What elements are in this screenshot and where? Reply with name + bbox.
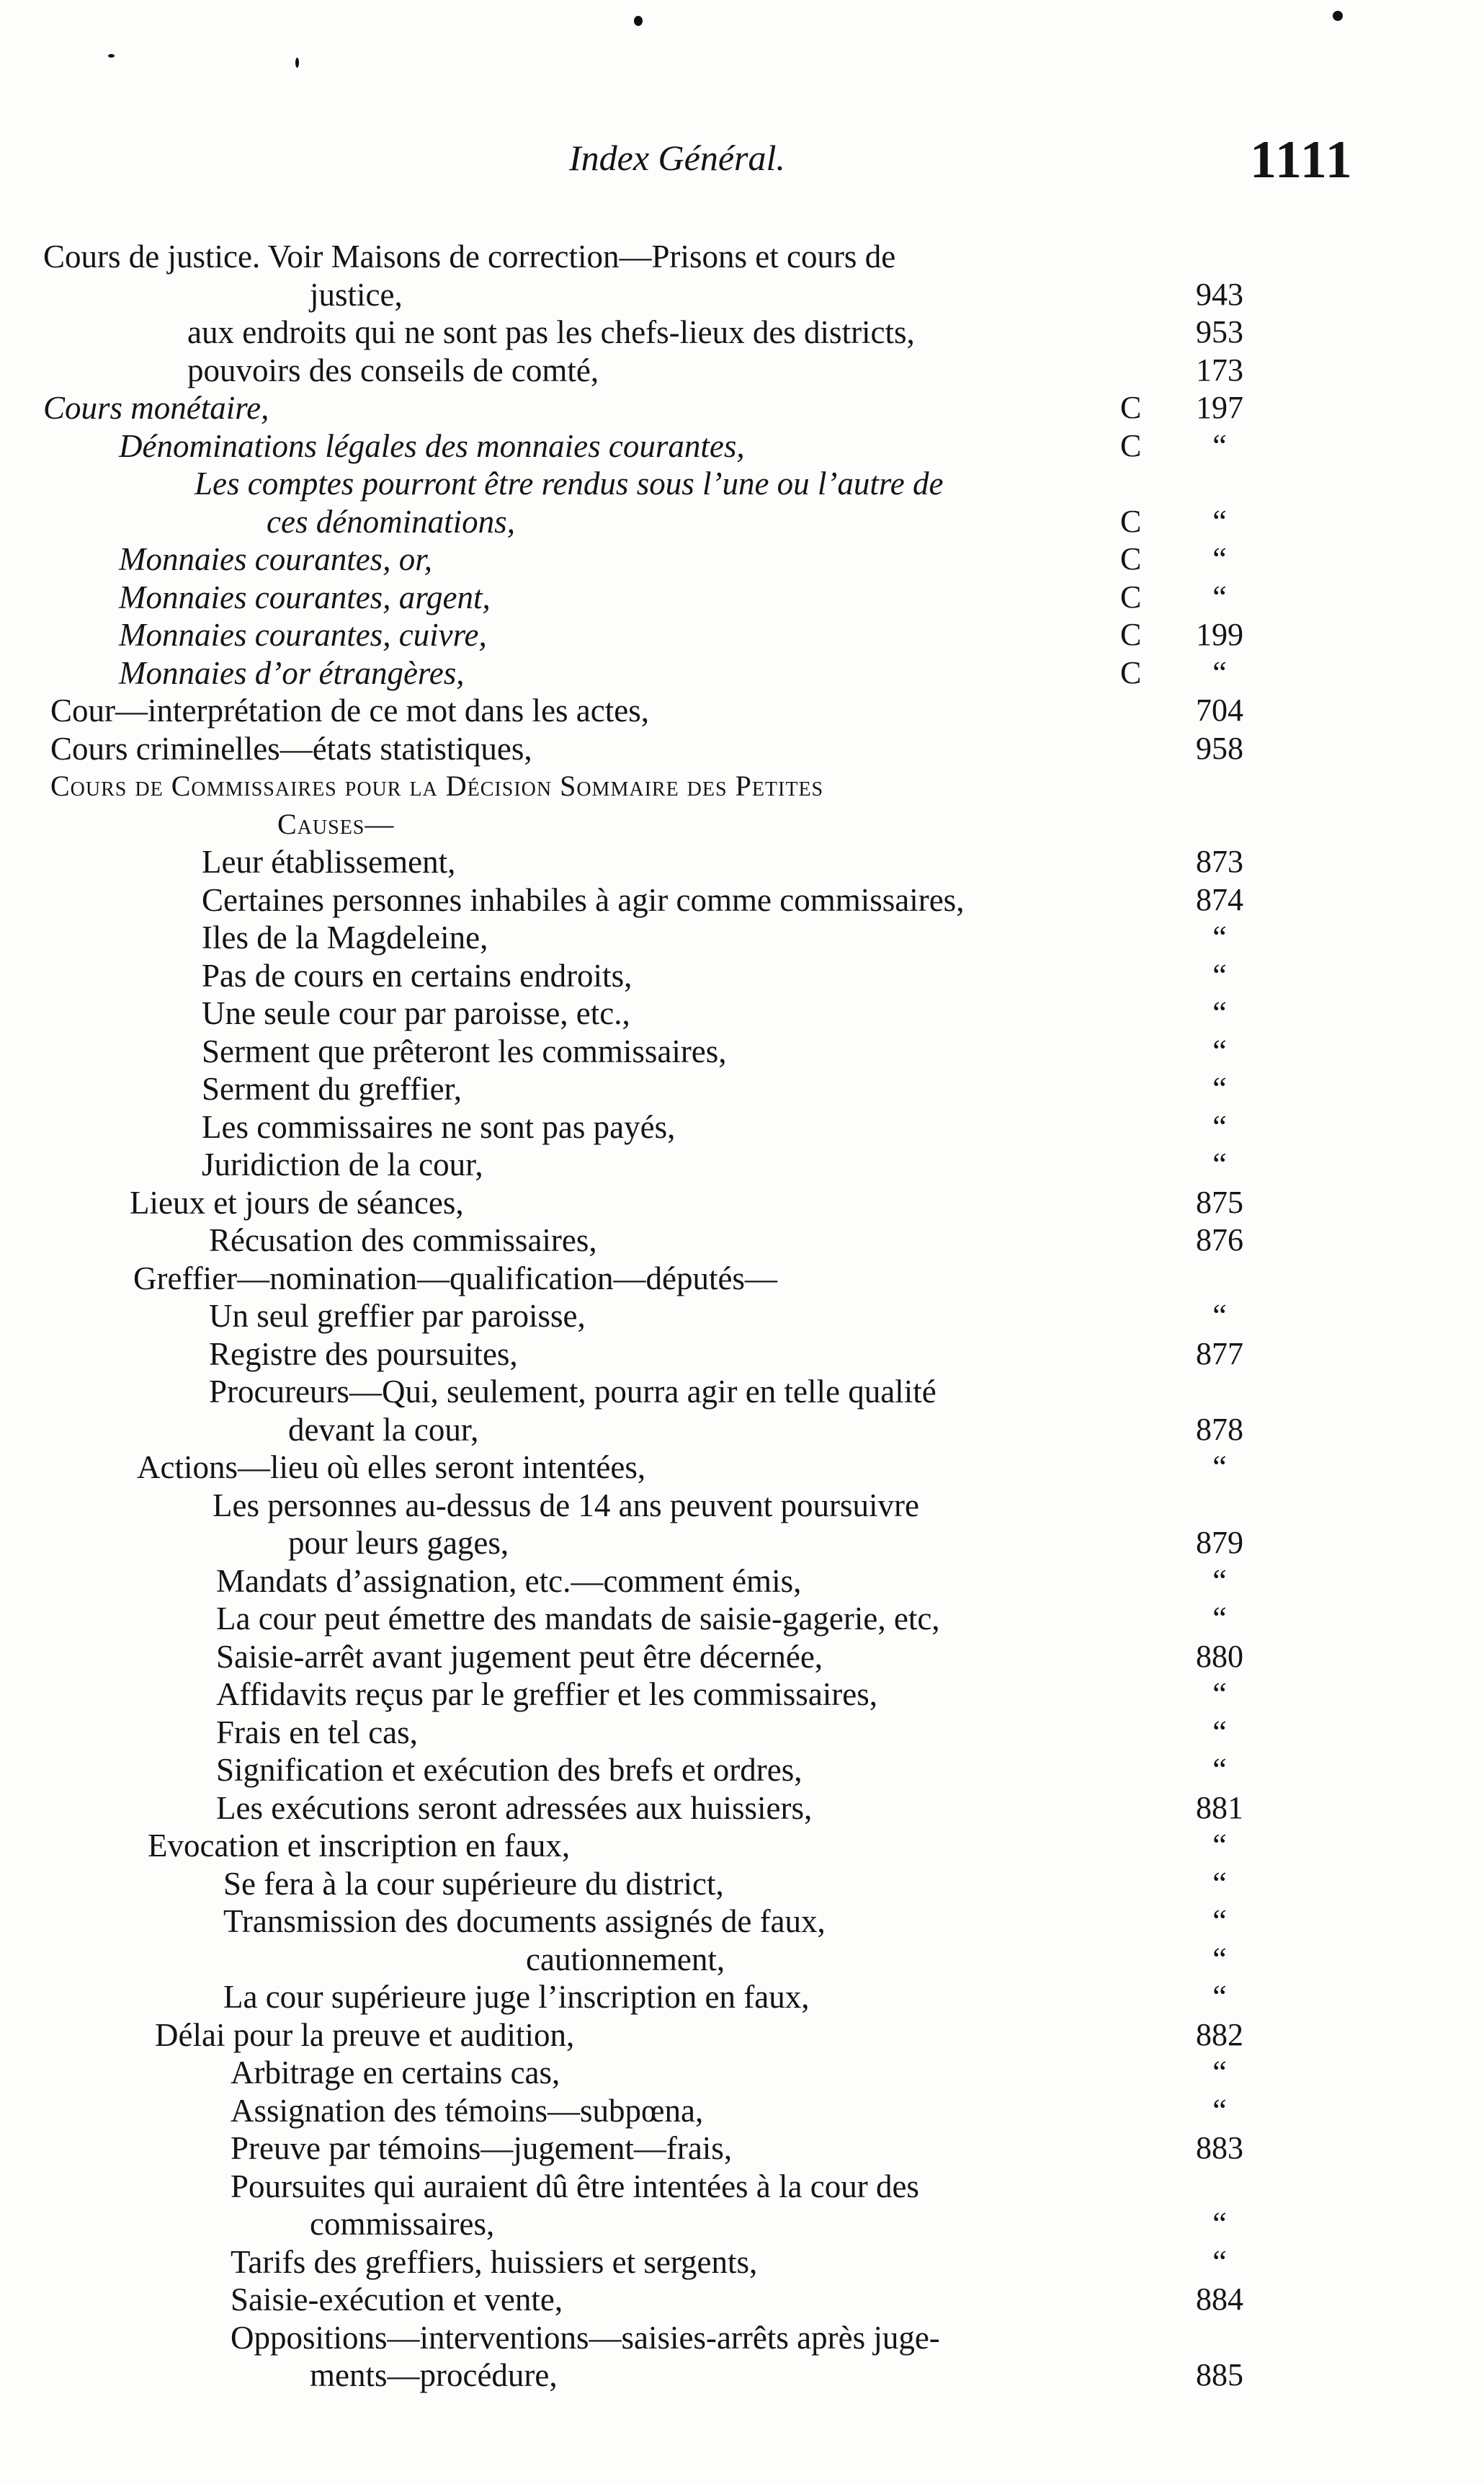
entry-text: Une seule cour par paroisse, etc.,: [202, 995, 630, 1031]
entry-text: Monnaies courantes, argent,: [119, 579, 491, 615]
entry-text: Pas de cours en certains endroits,: [202, 957, 633, 994]
entry-text: Les commissaires ne sont pas payés,: [202, 1108, 676, 1145]
index-entry: [0, 1033, 1484, 1071]
index-entry: [0, 1221, 1484, 1260]
index-entry: [0, 843, 1484, 881]
index-entry: [0, 654, 1484, 693]
index-entry: [0, 1524, 1484, 1562]
page-reference: 873: [1196, 844, 1243, 879]
index-entry: [0, 1108, 1484, 1147]
entry-text: Certaines personnes inhabiles à agir comme commissaires,: [202, 881, 965, 918]
page-reference: “: [1212, 1903, 1227, 1938]
entry-text: ments—procédure,: [310, 2357, 558, 2393]
page-reference: “: [1212, 1147, 1227, 1182]
page-reference: “: [1212, 1752, 1227, 1787]
entry-text: Greffier—nomination—qualification—députés—: [133, 1260, 777, 1296]
page-reference: “: [1212, 1676, 1227, 1711]
index-entry: [0, 1638, 1484, 1676]
page-reference: “: [1212, 2206, 1227, 2241]
index-entry: [0, 1448, 1484, 1487]
page-reference: 878: [1196, 1411, 1243, 1447]
page-reference: 876: [1196, 1222, 1243, 1257]
page-reference: 197: [1196, 390, 1243, 425]
index-entry: [0, 2168, 1484, 2206]
index-entry: [0, 1297, 1484, 1335]
index-entry: [0, 238, 1484, 276]
entry-text: Les exécutions seront adressées aux huissiers,: [216, 1789, 813, 1826]
page-reference: 199: [1196, 617, 1243, 652]
index-entry: [0, 2054, 1484, 2092]
entry-text: Evocation et inscription en faux,: [148, 1828, 571, 1864]
index-entry: [0, 1411, 1484, 1449]
page-reference: “: [1212, 920, 1227, 955]
index-entry: [0, 994, 1484, 1033]
page-reference: 953: [1196, 314, 1243, 350]
index-entry: [0, 1184, 1484, 1222]
column-marker: C: [1120, 427, 1142, 463]
page-reference: “: [1212, 2092, 1227, 2128]
index-entries: [0, 238, 1484, 2395]
index-entry: [0, 1600, 1484, 1638]
page-reference: 704: [1196, 693, 1243, 728]
entry-text: Délai pour la preuve et audition,: [155, 2016, 575, 2053]
page-reference: “: [1212, 579, 1227, 615]
index-entry: [0, 919, 1484, 957]
index-entry: [0, 1865, 1484, 1903]
entry-text: aux endroits qui ne sont pas les chefs-lieux des districts,: [187, 314, 915, 350]
entry-text: Cours monétaire,: [43, 390, 269, 426]
index-entry: [0, 1373, 1484, 1411]
page-reference: “: [1212, 1449, 1227, 1484]
page-reference: 880: [1196, 1638, 1243, 1674]
entry-text: cautionnement,: [526, 1941, 725, 1977]
index-entry: [0, 2319, 1484, 2357]
page-reference: “: [1212, 654, 1227, 690]
index-entry: [0, 1789, 1484, 1828]
index-entry: [0, 2092, 1484, 2130]
index-entry: [0, 1675, 1484, 1714]
entry-text: Récusation des commissaires,: [209, 1222, 597, 1258]
page-reference: “: [1212, 1979, 1227, 2014]
page-reference: “: [1212, 995, 1227, 1030]
entry-text: Lieux et jours de séances,: [130, 1184, 464, 1221]
index-entry: [0, 1070, 1484, 1108]
entry-text: Saisie-exécution et vente,: [231, 2282, 563, 2318]
index-entry: [0, 1562, 1484, 1601]
index-entry: [0, 767, 1484, 806]
column-marker: C: [1120, 617, 1142, 652]
entry-text: Serment du greffier,: [202, 1071, 462, 1107]
index-entry: [0, 313, 1484, 352]
entry-text: Preuve par témoins—jugement—frais,: [231, 2130, 733, 2166]
running-header-title: Index Général.: [569, 138, 785, 178]
entry-text: Assignation des témoins—subpœna,: [231, 2092, 704, 2129]
page-reference: 958: [1196, 730, 1243, 766]
index-entry: [0, 2016, 1484, 2055]
index-entry: [0, 881, 1484, 920]
index-entry: [0, 1827, 1484, 1865]
print-speck: [1333, 11, 1343, 21]
page-reference: “: [1212, 541, 1227, 577]
entry-text: Saisie-arrêt avant jugement peut être décernée,: [216, 1638, 823, 1675]
entry-text: Mandats d’assignation, etc.—comment émis,: [216, 1562, 802, 1599]
page-reference: “: [1212, 1714, 1227, 1750]
entry-text: ces dénominations,: [267, 503, 515, 540]
index-entry: [0, 427, 1484, 466]
entry-text: La cour supérieure juge l’inscription en faux,: [223, 1979, 810, 2015]
index-entry: [0, 389, 1484, 427]
entry-text: Monnaies courantes, or,: [119, 541, 432, 577]
column-marker: C: [1120, 654, 1142, 690]
entry-text: justice,: [310, 276, 403, 313]
index-entry: [0, 1487, 1484, 1525]
page-reference: 874: [1196, 881, 1243, 917]
page-reference: 875: [1196, 1184, 1243, 1220]
index-entry: [0, 1941, 1484, 1979]
index-entry: [0, 1146, 1484, 1184]
page-reference: “: [1212, 1601, 1227, 1636]
entry-text: pour leurs gages,: [288, 1525, 509, 1561]
index-entry: [0, 276, 1484, 314]
index-entry: [0, 2243, 1484, 2282]
page-reference: “: [1212, 2243, 1227, 2279]
entry-text: Oppositions—interventions—saisies-arrêts après juge-: [231, 2319, 940, 2356]
entry-text: Leur établissement,: [202, 844, 456, 880]
entry-text: Poursuites qui auraient dû être intentées à la cour des: [231, 2168, 919, 2204]
page-reference: “: [1212, 1865, 1227, 1901]
entry-text: Arbitrage en certains cas,: [231, 2055, 560, 2091]
index-entry: [0, 730, 1484, 768]
page-reference: “: [1212, 2055, 1227, 2090]
entry-text: pouvoirs des conseils de comté,: [187, 352, 599, 388]
column-marker: C: [1120, 503, 1142, 539]
page-reference: “: [1212, 427, 1227, 463]
page-reference: “: [1212, 1828, 1227, 1863]
print-speck: [634, 16, 643, 26]
page-reference: “: [1212, 1298, 1227, 1333]
column-marker: C: [1120, 579, 1142, 615]
entry-text: Causes—: [277, 807, 395, 840]
page-reference: “: [1212, 1033, 1227, 1069]
page-reference: 877: [1196, 1335, 1243, 1371]
column-marker: C: [1120, 390, 1142, 425]
index-entry: [0, 540, 1484, 579]
entry-text: Iles de la Magdeleine,: [202, 920, 488, 956]
entry-text: commissaires,: [310, 2206, 495, 2242]
index-entry: [0, 616, 1484, 654]
entry-text: Tarifs des greffiers, huissiers et sergents,: [231, 2243, 758, 2280]
index-entry: [0, 806, 1484, 844]
entry-text: Les personnes au-dessus de 14 ans peuvent poursuivre: [213, 1487, 920, 1523]
page-reference: 173: [1196, 352, 1243, 388]
entry-text: Frais en tel cas,: [216, 1714, 418, 1750]
entry-text: Cours de justice. Voir Maisons de correction—Prisons et cours de: [43, 239, 896, 275]
entry-text: Procureurs—Qui, seulement, pourra agir en telle qualité: [209, 1374, 937, 1410]
page-reference: “: [1212, 1941, 1227, 1977]
page-reference: 885: [1196, 2357, 1243, 2392]
index-entry: [0, 1902, 1484, 1941]
index-entry: [0, 957, 1484, 995]
entry-text: devant la cour,: [288, 1411, 479, 1448]
entry-text: Monnaies courantes, cuivre,: [119, 617, 487, 653]
entry-text: Un seul greffier par paroisse,: [209, 1298, 586, 1334]
page-reference: “: [1212, 1071, 1227, 1106]
index-entry: [0, 465, 1484, 503]
index-entry: [0, 503, 1484, 541]
page-reference: 879: [1196, 1525, 1243, 1560]
page-reference: “: [1212, 957, 1227, 993]
entry-text: Serment que prêteront les commissaires,: [202, 1033, 727, 1069]
page-reference: 884: [1196, 2282, 1243, 2317]
print-speck: [108, 54, 115, 58]
entry-text: Dénominations légales des monnaies courantes,: [119, 427, 745, 464]
index-entry: [0, 2129, 1484, 2168]
index-entry: [0, 2356, 1484, 2395]
page-reference: 881: [1196, 1789, 1243, 1825]
index-entry: [0, 2205, 1484, 2243]
entry-text: Cours criminelles—états statistiques,: [50, 730, 532, 767]
index-entry: [0, 1260, 1484, 1298]
index-entry: [0, 579, 1484, 617]
entry-text: Monnaies d’or étrangères,: [119, 654, 465, 691]
entry-text: Se fera à la cour supérieure du district,: [223, 1865, 724, 1902]
entry-text: Transmission des documents assignés de faux,: [223, 1903, 826, 1939]
entry-text: Registre des poursuites,: [209, 1335, 518, 1372]
entry-text: La cour peut émettre des mandats de saisie-gagerie, etc,: [216, 1601, 940, 1637]
entry-text: Affidavits reçus par le greffier et les commissaires,: [216, 1676, 878, 1712]
index-entry: [0, 1978, 1484, 2016]
entry-text: Cours de Commissaires pour la Décision Sommaire des Petites: [50, 770, 824, 802]
index-entry: [0, 1714, 1484, 1752]
page-reference: “: [1212, 1562, 1227, 1598]
page-reference: 943: [1196, 276, 1243, 312]
page-reference: 883: [1196, 2130, 1243, 2165]
page-number: 1111: [1250, 130, 1354, 190]
page-reference: “: [1212, 1108, 1227, 1144]
entry-text: Juridiction de la cour,: [202, 1147, 483, 1183]
entry-text: Signification et exécution des brefs et ordres,: [216, 1752, 803, 1788]
index-entry: [0, 2281, 1484, 2319]
index-entry: [0, 1751, 1484, 1789]
entry-text: Cour—interprétation de ce mot dans les actes,: [50, 693, 649, 729]
page-reference: “: [1212, 503, 1227, 539]
page-reference: 882: [1196, 2016, 1243, 2052]
index-entry: [0, 692, 1484, 730]
entry-text: Les comptes pourront être rendus sous l’une ou l’autre de: [195, 466, 944, 502]
entry-text: Actions—lieu où elles seront intentées,: [137, 1449, 646, 1485]
index-entry: [0, 1335, 1484, 1374]
column-marker: C: [1120, 541, 1142, 577]
index-entry: [0, 352, 1484, 390]
print-speck: [295, 58, 299, 68]
